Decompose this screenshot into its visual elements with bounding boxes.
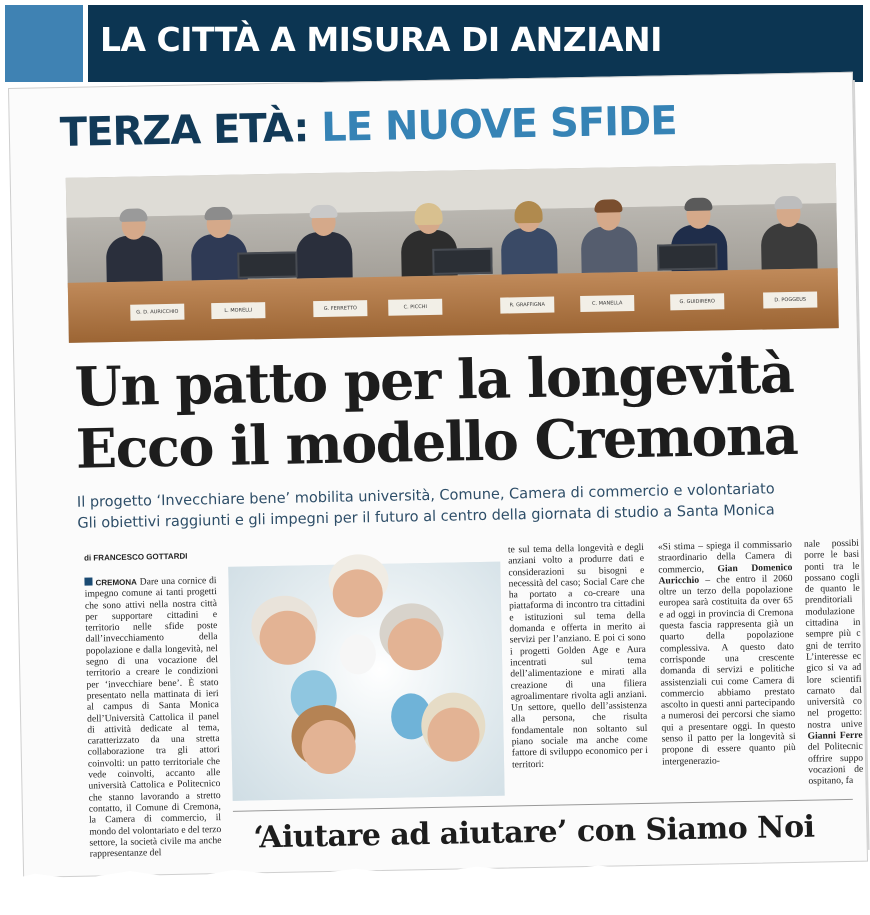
headline <box>74 342 798 480</box>
subhead-line2: Gli obiettivi raggiunti e gli impegni per il futuro al centro della giornata di studio a Santa Monica <box>77 502 775 532</box>
name-placard: L. MORELLI <box>211 302 265 319</box>
quoted-name: Gian Domenico Auricchio <box>658 561 793 587</box>
dateline-city: CREMONA <box>95 577 137 588</box>
newspaper-clipping <box>8 72 868 878</box>
banner-accent-square <box>5 5 83 82</box>
conference-photo <box>66 163 839 343</box>
secondary-headline: ‘Aiutare ad aiutare’ con Siamo Noi <box>253 809 815 856</box>
name-placard: G. D. AURICCHIO <box>130 304 184 321</box>
kicker-part2: LE NUOVE SFIDE <box>320 98 678 151</box>
name-placard: D. POGGEUS <box>763 292 817 309</box>
quoted-name: Gianni Ferre <box>807 729 863 742</box>
section-banner <box>0 0 867 82</box>
panelist <box>101 211 166 282</box>
panelist <box>576 202 641 273</box>
kicker <box>59 98 677 156</box>
kicker-part1: TERZA ETÀ: <box>59 105 309 157</box>
laptop <box>432 248 492 275</box>
article-column-3: te sul tema della longevità e degli anziani volto a produrre dati e considerazioni su bisogni e necessità del caso; Social Care che ha portato a co-creare una piattaforma di incontro tra cittadini e istituzioni sul tema della domanda e offerta in merito ai servizi per l’anziano. E poi ci sono i progetti Golden Age e Aura incentrati sul tema dell’alimentazione e mirati alla creazione di una filiera agroalimentare rivolta agli anziani. Un settore, quello dell’assistenza alla persona, che risulta fondamentale non soltanto sul piano sociale ma anche come fattore di sviluppo economico per i territori: <box>507 541 648 771</box>
panelist <box>756 198 821 269</box>
elderly-group-photo <box>228 562 504 801</box>
laptop <box>237 251 297 278</box>
laptop <box>657 243 717 270</box>
column-text: del Politecnic offrire suppo vocazioni de ospitano, fa <box>807 741 864 787</box>
byline: di FRANCESCO GOTTARDI <box>83 551 188 563</box>
section-marker <box>84 577 92 585</box>
name-placard: G. GUIDIRERO <box>670 293 724 310</box>
column-text: Dare una cornice di impegno comune ai tanti progetti che sono attivi nella nostra città per supportare cittadini e territorio nelle sfide poste dall’invecchiamento della popolazione e dalla longevità, nel segno di una vocazione del territorio a creare le condizioni per ‘invecchiare bene’. È stato presentato nella mattinata di ieri al campus di Santa Monica dell’Università Cattolica il panel di attività dedicate al tema, caratterizzato da una stretta collaborazione tra gli attori coinvolti: un patto territoriale che vede coinvolti, accanto alle università Cattolica e Politecnico che stanno lavorando a stretto contatto, il Comune di Cremona, la Camera di commercio, il mondo del volontariato e del terzo settore, la società civile ma anche rappresentanze del <box>84 575 222 860</box>
headline-line1: Un patto per la longevità <box>74 340 794 419</box>
name-placard: G. FERRETTO <box>313 300 367 317</box>
name-placard: R. GRAFFIGNA <box>500 297 554 314</box>
banner-title: LA CITTÀ A MISURA DI ANZIANI <box>100 20 662 59</box>
subhead-line1: Il progetto ‘Invecchiare bene’ mobilita università, Comune, Camera di commercio e volontariato <box>76 481 775 511</box>
name-placard: C. PICCHI <box>388 299 442 316</box>
panelist <box>496 203 561 274</box>
name-placard: C. MANELLA <box>580 295 634 312</box>
article-column-5 <box>803 537 864 787</box>
article-column-1 <box>84 575 222 877</box>
subheadline <box>77 479 775 534</box>
article-column-4 <box>658 539 796 772</box>
column-text: – che entro il 2060 oltre un terzo della popolazione europea sarà costituita da over 65 e ad oggi in provincia di Cremona questa fascia rappresenta già un quarto della popolazione complessiva. A questo dato corrisponde una crescente domanda di servizi e politiche assistenziali cui come Camera di commercio abbiamo prestato ascolto in questi anni partecipando a numerosi dei percorsi che siamo qui a presentare oggi. In questo senso il patto per la longevità si propone di essere quanto più intergenerazio- <box>658 572 796 768</box>
headline-line2: Ecco il modello Cremona <box>75 402 798 481</box>
panelist <box>291 207 356 278</box>
column-text: nale possibi porre le basi ponti tra le possano cogli de quanto le prenditoriali modulazione cittadina in sempre più c gni de territo L’interesse ec gico si va ad lore scientifi carnato dal università co nel progetto: nostra unive <box>803 537 863 731</box>
column-text: «Si stima – spiega il commissario straordinario della Camera di commercio, <box>657 539 793 576</box>
